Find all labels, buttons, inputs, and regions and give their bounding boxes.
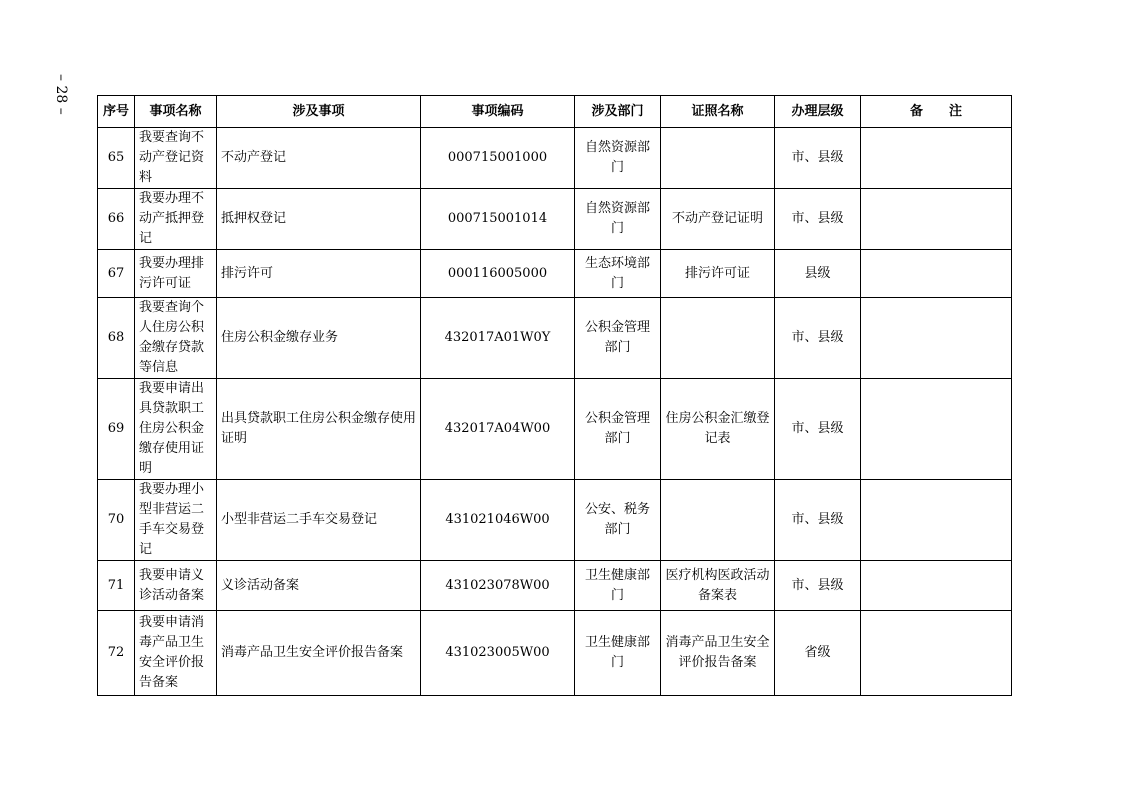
cell-note bbox=[861, 189, 1012, 250]
cell-dept: 公积金管理部门 bbox=[575, 379, 661, 480]
cell-code: 431023078W00 bbox=[421, 561, 575, 611]
cell-seq: 65 bbox=[98, 128, 135, 189]
cell-note bbox=[861, 379, 1012, 480]
page-number: – 28 – bbox=[53, 74, 69, 115]
cell-dept: 自然资源部门 bbox=[575, 128, 661, 189]
cell-seq: 72 bbox=[98, 611, 135, 696]
cell-level: 市、县级 bbox=[775, 480, 861, 561]
cell-code: 000715001000 bbox=[421, 128, 575, 189]
cell-code: 431023005W00 bbox=[421, 611, 575, 696]
table-row bbox=[98, 611, 1012, 696]
cell-involved: 义诊活动备案 bbox=[217, 561, 421, 611]
cell-cert: 排污许可证 bbox=[661, 250, 775, 298]
header-level: 办理层级 bbox=[775, 96, 861, 128]
cell-cert: 住房公积金汇缴登记表 bbox=[661, 379, 775, 480]
cell-cert: 不动产登记证明 bbox=[661, 189, 775, 250]
cell-involved: 不动产登记 bbox=[217, 128, 421, 189]
cell-dept: 自然资源部门 bbox=[575, 189, 661, 250]
cell-code: 000715001014 bbox=[421, 189, 575, 250]
cell-cert: 医疗机构医政活动备案表 bbox=[661, 561, 775, 611]
cell-code: 000116005000 bbox=[421, 250, 575, 298]
cell-note bbox=[861, 128, 1012, 189]
cell-name: 我要查询不动产登记资料 bbox=[135, 128, 217, 189]
cell-seq: 66 bbox=[98, 189, 135, 250]
cell-code: 431021046W00 bbox=[421, 480, 575, 561]
cell-seq: 68 bbox=[98, 298, 135, 379]
cell-code: 432017A01W0Y bbox=[421, 298, 575, 379]
header-cert: 证照名称 bbox=[661, 96, 775, 128]
cell-level: 市、县级 bbox=[775, 561, 861, 611]
header-row bbox=[98, 96, 1012, 128]
table-row bbox=[98, 298, 1012, 379]
table-row bbox=[98, 250, 1012, 298]
cell-level: 市、县级 bbox=[775, 189, 861, 250]
cell-seq: 70 bbox=[98, 480, 135, 561]
cell-dept: 卫生健康部门 bbox=[575, 561, 661, 611]
cell-involved: 排污许可 bbox=[217, 250, 421, 298]
table-row bbox=[98, 128, 1012, 189]
cell-level: 市、县级 bbox=[775, 128, 861, 189]
cell-code: 432017A04W00 bbox=[421, 379, 575, 480]
cell-dept: 公安、税务部门 bbox=[575, 480, 661, 561]
cell-name: 我要申请出具贷款职工住房公积金缴存使用证明 bbox=[135, 379, 217, 480]
cell-level: 县级 bbox=[775, 250, 861, 298]
table-row bbox=[98, 561, 1012, 611]
cell-name: 我要办理小型非营运二手车交易登记 bbox=[135, 480, 217, 561]
items-table bbox=[97, 95, 1012, 696]
cell-name: 我要查询个人住房公积金缴存贷款等信息 bbox=[135, 298, 217, 379]
cell-name: 我要办理不动产抵押登记 bbox=[135, 189, 217, 250]
cell-name: 我要申请义诊活动备案 bbox=[135, 561, 217, 611]
cell-involved: 出具贷款职工住房公积金缴存使用证明 bbox=[217, 379, 421, 480]
cell-level: 市、县级 bbox=[775, 379, 861, 480]
cell-name: 我要办理排污许可证 bbox=[135, 250, 217, 298]
cell-cert bbox=[661, 128, 775, 189]
cell-seq: 67 bbox=[98, 250, 135, 298]
table-row bbox=[98, 189, 1012, 250]
cell-cert bbox=[661, 298, 775, 379]
cell-note bbox=[861, 298, 1012, 379]
cell-dept: 生态环境部门 bbox=[575, 250, 661, 298]
cell-note bbox=[861, 250, 1012, 298]
cell-note bbox=[861, 611, 1012, 696]
header-seq: 序号 bbox=[98, 96, 135, 128]
cell-note bbox=[861, 561, 1012, 611]
cell-seq: 69 bbox=[98, 379, 135, 480]
cell-involved: 住房公积金缴存业务 bbox=[217, 298, 421, 379]
cell-seq: 71 bbox=[98, 561, 135, 611]
cell-dept: 卫生健康部门 bbox=[575, 611, 661, 696]
cell-level: 市、县级 bbox=[775, 298, 861, 379]
cell-involved: 抵押权登记 bbox=[217, 189, 421, 250]
cell-level: 省级 bbox=[775, 611, 861, 696]
header-name: 事项名称 bbox=[135, 96, 217, 128]
cell-involved: 消毒产品卫生安全评价报告备案 bbox=[217, 611, 421, 696]
cell-dept: 公积金管理部门 bbox=[575, 298, 661, 379]
header-note: 备 注 bbox=[861, 96, 1012, 128]
table-row bbox=[98, 480, 1012, 561]
header-code: 事项编码 bbox=[421, 96, 575, 128]
table-row bbox=[98, 379, 1012, 480]
cell-name: 我要申请消毒产品卫生安全评价报告备案 bbox=[135, 611, 217, 696]
header-dept: 涉及部门 bbox=[575, 96, 661, 128]
header-involved: 涉及事项 bbox=[217, 96, 421, 128]
cell-note bbox=[861, 480, 1012, 561]
cell-cert bbox=[661, 480, 775, 561]
cell-involved: 小型非营运二手车交易登记 bbox=[217, 480, 421, 561]
cell-cert: 消毒产品卫生安全评价报告备案 bbox=[661, 611, 775, 696]
